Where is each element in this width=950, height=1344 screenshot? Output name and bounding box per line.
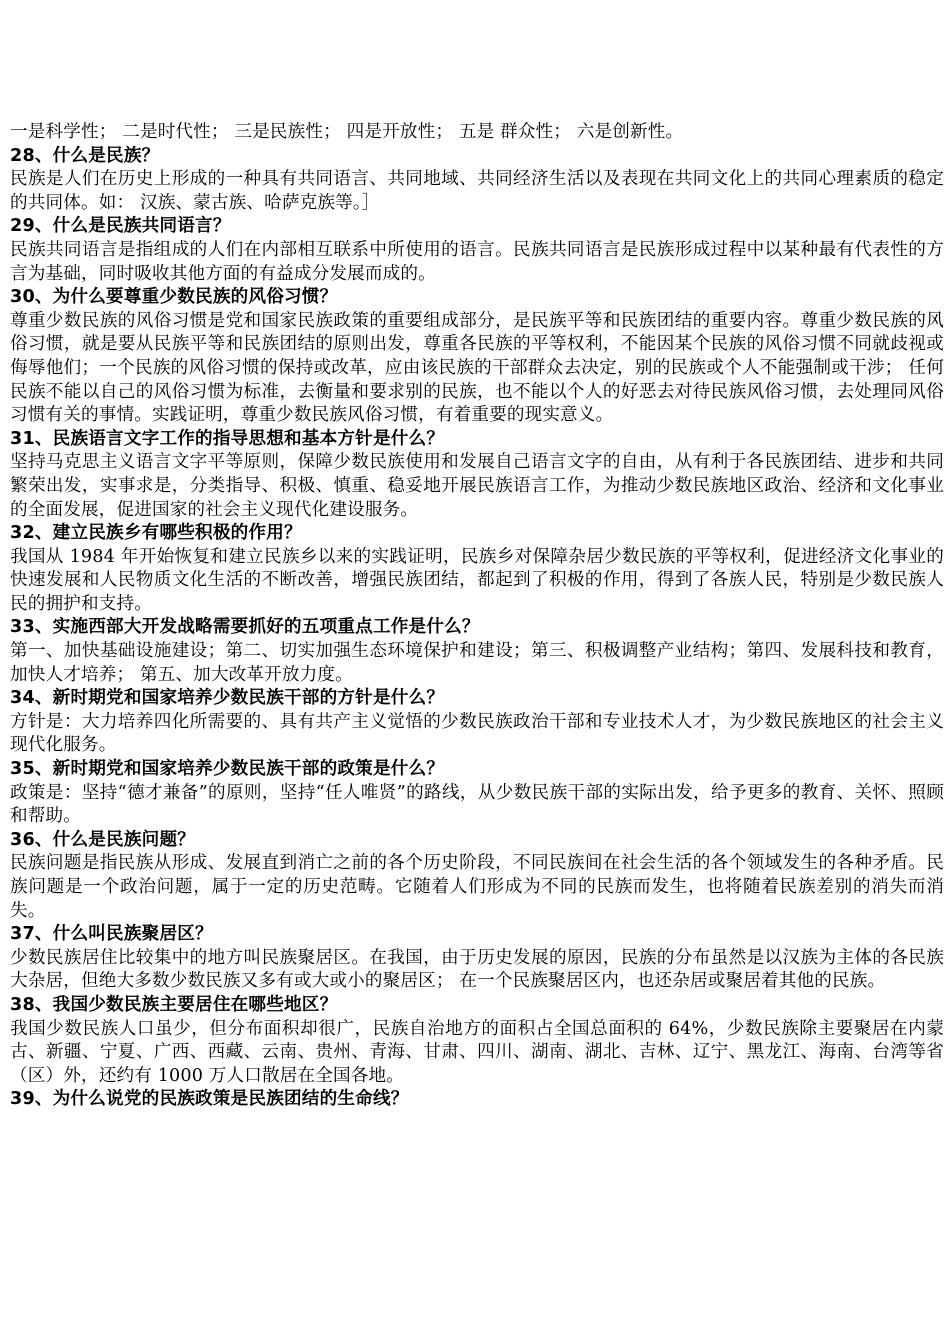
question-36: 36、什么是民族问题？ <box>10 829 196 850</box>
question-39: 39、为什么说党的民族政策是民族团结的生命线？ <box>10 1089 409 1110</box>
question-30: 30、为什么要尊重少数民族的风俗习惯？ <box>10 287 338 308</box>
question-35: 35、新时期党和国家培养少数民族干部的政策是什么？ <box>10 759 445 780</box>
answer-38: 我国少数民族人口虽少，但分布面积却很广，民族自治地方的面积占全国总面积的 64%，少数民族除主要聚居在内蒙古、新疆、宁夏、广西、西藏、云南、贵州、青海、甘肃、四川、湖南、湖北、吉林、辽宁、黑龙江、海南、台湾等省（区）外，还约有 1000 万人口散居在全国各地。 <box>10 1018 944 1086</box>
question-34: 34、新时期党和国家培养少数民族干部的方针是什么？ <box>10 688 445 709</box>
answer-33: 第一、加快基础设施建设；第二、切实加强生态环境保护和建设；第三、积极调整产业结构；第四、发展科技和教育，加快人才培养； 第五、加大改革开放力度。 <box>10 641 944 685</box>
question-32: 32、建立民族乡有哪些积极的作用？ <box>10 523 302 544</box>
question-38: 38、我国少数民族主要居住在哪些地区？ <box>10 994 338 1015</box>
question-33: 33、实施西部大开发战略需要抓好的五项重点工作是什么？ <box>10 617 480 638</box>
question-29: 29、什么是民族共同语言？ <box>10 216 231 237</box>
answer-30: 尊重少数民族的风俗习惯是党和国家民族政策的重要组成部分，是民族平等和民族团结的重要内容。尊重少数民族的风俗习惯，就是要从民族平等和民族团结的原则出发，尊重各民族的平等权利，不能因某个民族的风俗习惯不同就歧视或侮辱他们；一个民族的风俗习惯的保持或改革，应由该民族的干部群众去决定，别的民族或个人不能强制或干涉； 任何民族不能以自己的风俗习惯为标准，去衡量和要求别的民族，也不能以个人的好恶去对待民族风俗习惯，去处理同风俗习惯有关的事情。实践证明，尊重少数民族风俗习惯，有着重要的现实意义。 <box>10 310 944 426</box>
answer-29: 民族共同语言是指组成的人们在内部相互联系中所使用的语言。民族共同语言是民族形成过程中以某种最有代表性的方言为基础，同时吸收其他方面的有益成分发展而成的。 <box>10 239 944 284</box>
answer-28: 民族是人们在历史上形成的一种具有共同语言、共同地域、共同经济生活以及表现在共同文化上的共同心理素质的稳定的共同体。如： 汉族、蒙古族、哈萨克族等。］ <box>10 169 944 213</box>
answer-32: 我国从 1984 年开始恢复和建立民族乡以来的实践证明，民族乡对保障杂居少数民族的平等权利，促进经济文化事业的快速发展和人民物质文化生活的不断改善，增强民族团结，都起到了积极的作用，得到了各族人民，特别是少数民族人民的拥护和支持。 <box>10 546 944 614</box>
answer-31: 坚持马克思主义语言文字平等原则，保障少数民族使用和发展自己语言文字的自由，从有利于各民族团结、进步和共同繁荣出发，实事求是，分类指导、积极、慎重、稳妥地开展民族语言工作，为推动少数民族地区政治、经济和文化事业的全面发展，促进国家的社会主义现代化建设服务。 <box>10 452 944 520</box>
answer-36: 民族问题是指民族从形成、发展直到消亡之前的各个历史阶段，不同民族间在社会生活的各个领域发生的各种矛盾。民族问题是一个政治问题，属于一定的历史范畴。它随着人们形成为不同的民族而发生，也将随着民族差别的消失而消失。 <box>10 853 944 921</box>
question-37: 37、什么叫民族聚居区？ <box>10 924 213 945</box>
question-31: 31、民族语言文字工作的指导思想和基本方针是什么？ <box>10 428 445 449</box>
answer-34: 方针是：大力培养四化所需要的、具有共产主义觉悟的少数民族政治干部和专业技术人才，为少数民族地区的社会主义现代化服务。 <box>10 711 944 756</box>
question-28: 28、什么是民族？ <box>10 145 160 166</box>
intro-paragraph: 一是科学性； 二是时代性； 三是民族性； 四是开放性； 五是 群众性； 六是创新性。 <box>10 122 684 142</box>
document-page <box>10 121 944 1112</box>
answer-35: 政策是：坚持“德才兼备”的原则，坚持“任人唯贤”的路线，从少数民族干部的实际出发，给予更多的教育、关怀、照顾和帮助。 <box>10 782 944 827</box>
answer-37: 少数民族居住比较集中的地方叫民族聚居区。在我国，由于历史发展的原因，民族的分布虽然是以汉族为主体的各民族大杂居，但绝大多数少数民族又多有或大或小的聚居区； 在一个民族聚居区内，也还杂居或聚居着其他的民族。 <box>10 947 944 992</box>
